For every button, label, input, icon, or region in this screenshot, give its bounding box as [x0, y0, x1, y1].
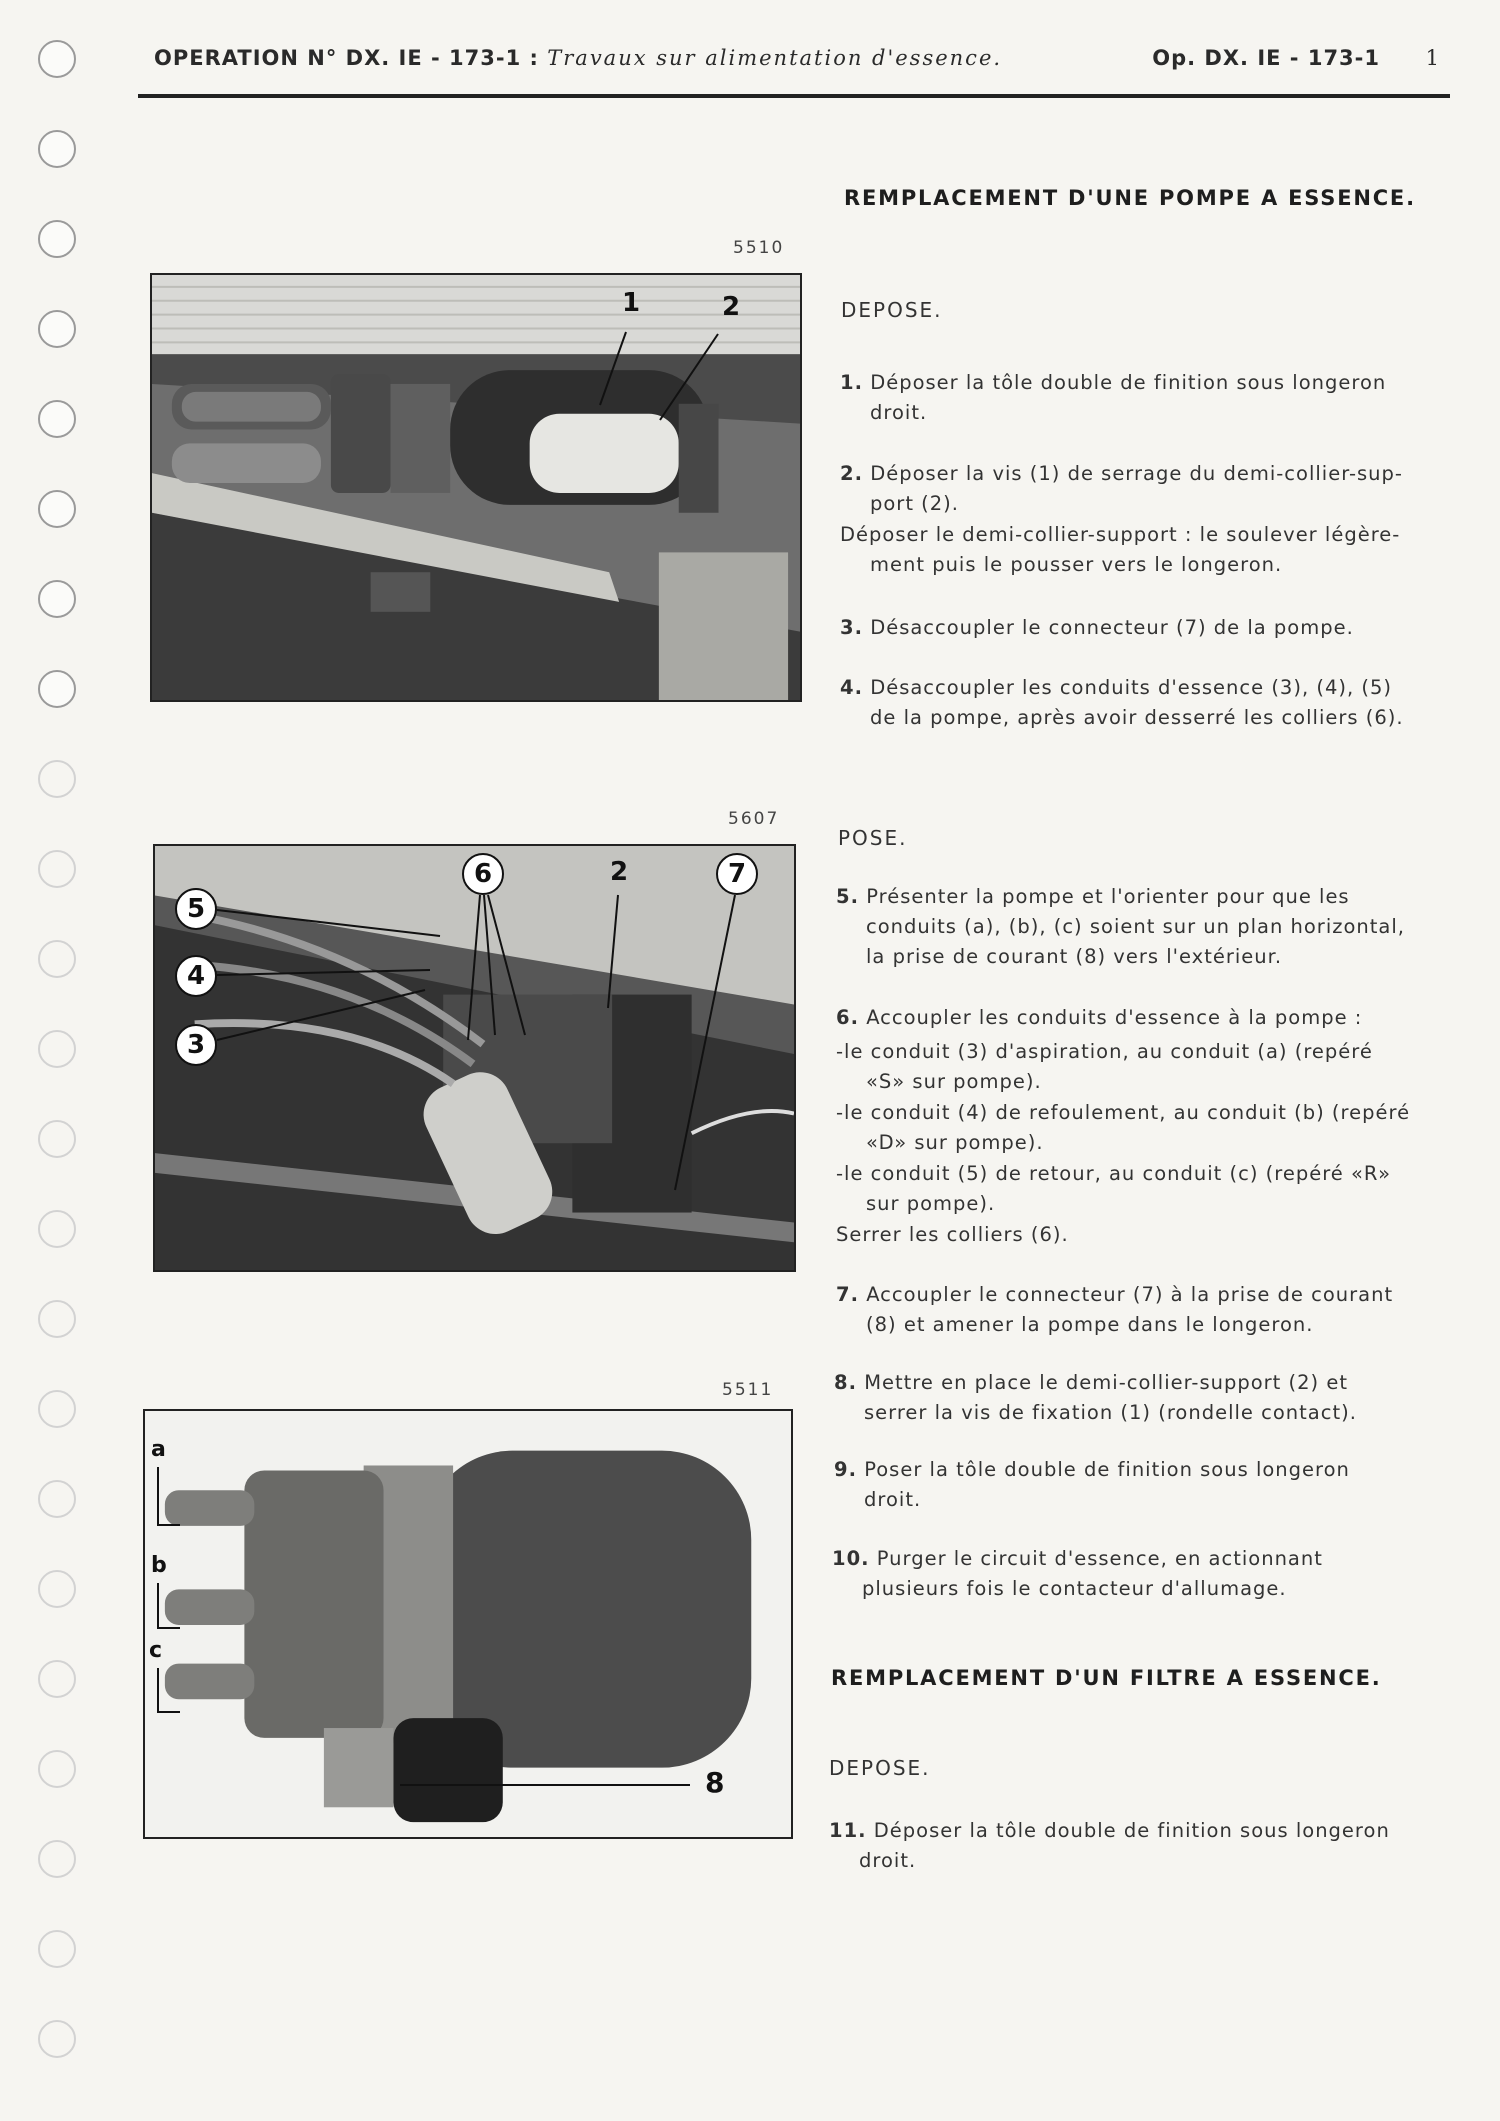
step-9: 9. Poser la tôle double de finition sous longeron droit.: [834, 1458, 1350, 1511]
step-4: 4. Désaccoupler les conduits d'essence (3), (4), (5) de la pompe, après avoir desserré les colliers (6).: [840, 676, 1404, 729]
binder-hole: [38, 940, 76, 978]
callout-4: 4: [175, 955, 217, 997]
figure-number: 5607: [728, 809, 780, 829]
filter-section-title: REMPLACEMENT D'UN FILTRE A ESSENCE.: [831, 1666, 1382, 1690]
binder-hole: [38, 1570, 76, 1608]
step-11: 11. Déposer la tôle double de finition sous longeron droit.: [829, 1819, 1390, 1872]
callout-8: 8: [705, 1766, 725, 1799]
step-1: 1. Déposer la tôle double de finition sous longeron droit.: [840, 371, 1387, 424]
step-6-return: -le conduit (5) de retour, au conduit (c) (repéré «R» sur pompe).: [836, 1162, 1392, 1215]
step-6-tighten: Serrer les colliers (6).: [836, 1223, 1069, 1246]
figure-number: 5511: [722, 1380, 774, 1400]
operation-reference: Op. DX. IE - 173-1: [1152, 46, 1380, 70]
letter-c: c: [149, 1638, 163, 1663]
binder-hole: [38, 1300, 76, 1338]
depose-heading: DEPOSE.: [841, 298, 943, 322]
step-6-delivery: -le conduit (4) de refoulement, au conduit (b) (repéré «D» sur pompe).: [836, 1101, 1411, 1154]
callout-2: 2: [609, 857, 629, 887]
photo-fuel-pump-closeup: [143, 1409, 793, 1839]
step-2: 2. Déposer la vis (1) de serrage du demi-collier-sup- port (2).: [840, 462, 1403, 515]
letter-b: b: [151, 1553, 167, 1578]
binder-hole: [38, 490, 76, 528]
callout-5: 5: [175, 888, 217, 930]
callout-1: 1: [621, 288, 641, 318]
binder-hole: [38, 1030, 76, 1068]
figure-number: 5510: [733, 238, 785, 258]
operation-title: [154, 46, 1002, 70]
binder-hole: [38, 220, 76, 258]
binder-hole: [38, 1930, 76, 1968]
operation-number: OPERATION N° DX. IE - 173-1 :: [154, 46, 539, 70]
operation-subtitle: Travaux sur alimentation d'essence.: [547, 46, 1003, 70]
binder-hole: [38, 40, 76, 78]
callout-3: 3: [175, 1024, 217, 1066]
step-3: 3. Désaccoupler le connecteur (7) de la pompe.: [840, 616, 1354, 639]
binder-hole: [38, 1660, 76, 1698]
photo-fuel-pump-mounted: [150, 273, 802, 702]
binder-hole: [38, 670, 76, 708]
binder-hole: [38, 1390, 76, 1428]
header-rule: [138, 94, 1450, 98]
callout-6: 6: [462, 853, 504, 895]
binder-hole: [38, 580, 76, 618]
step-8: 8. Mettre en place le demi-collier-support (2) et serrer la vis de fixation (1) (rondelle contact).: [834, 1371, 1357, 1424]
binder-hole: [38, 2020, 76, 2058]
binder-hole: [38, 1750, 76, 1788]
binder-hole: [38, 1210, 76, 1248]
step-5: 5. Présenter la pompe et l'orienter pour que les conduits (a), (b), (c) soient sur un plan horizontal, la prise de courant (8) vers l'extérieur.: [836, 885, 1405, 968]
callout-2: 2: [721, 292, 741, 322]
binder-hole: [38, 760, 76, 798]
photo-fuel-pump-connections: [153, 844, 796, 1272]
binder-hole: [38, 850, 76, 888]
letter-a: a: [151, 1437, 166, 1462]
binder-hole: [38, 1120, 76, 1158]
callout-7: 7: [716, 853, 758, 895]
step-7: 7. Accoupler le connecteur (7) à la prise de courant (8) et amener la pompe dans le longeron.: [836, 1283, 1394, 1336]
binder-hole: [38, 1840, 76, 1878]
pump-section-title: REMPLACEMENT D'UNE POMPE A ESSENCE.: [844, 186, 1416, 210]
step-6: 6. Accoupler les conduits d'essence à la pompe :: [836, 1006, 1363, 1029]
pose-heading: POSE.: [838, 826, 908, 850]
binder-hole: [38, 310, 76, 348]
binder-hole: [38, 130, 76, 168]
binder-hole: [38, 1480, 76, 1518]
binder-hole: [38, 400, 76, 438]
filter-depose-heading: DEPOSE.: [829, 1756, 931, 1780]
page-number: 1: [1425, 46, 1440, 70]
step-10: 10. Purger le circuit d'essence, en actionnant plusieurs fois le contacteur d'allumage.: [832, 1547, 1323, 1600]
page-header: [154, 46, 1440, 76]
step-6-suction: -le conduit (3) d'aspiration, au conduit (a) (repéré «S» sur pompe).: [836, 1040, 1373, 1093]
step-2-continued: Déposer le demi-collier-support : le soulever légère- ment puis le pousser vers le longeron.: [840, 523, 1401, 576]
